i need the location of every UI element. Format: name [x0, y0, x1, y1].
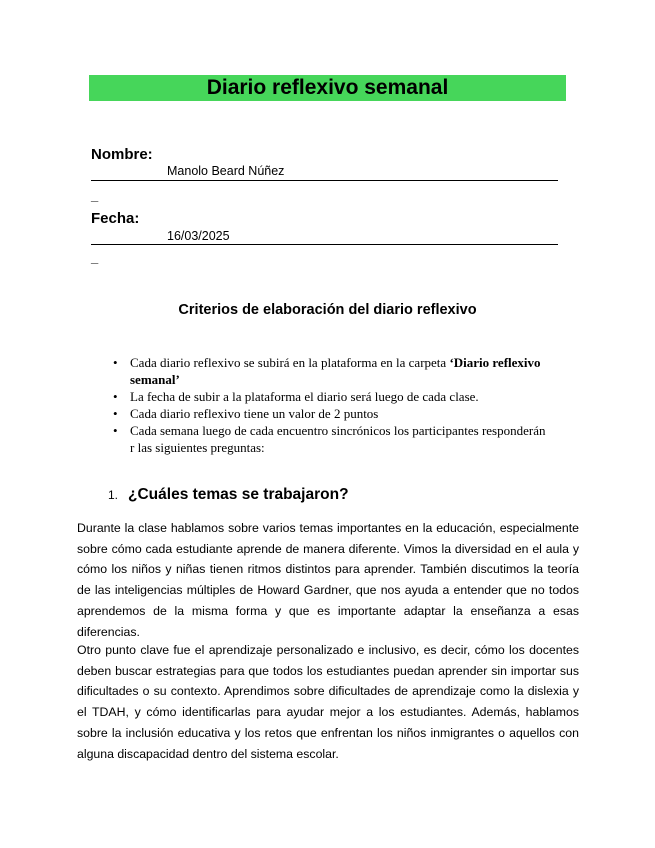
name-dash: _ [91, 188, 99, 203]
date-underline [91, 244, 558, 245]
answer-paragraph-1: Durante la clase hablamos sobre varios temas importantes en la educación, especialmente sobre cómo cada estudiante aprende de manera diferente. Vimos la diversidad en el aula y cómo los niños y niñas tienen ritmos distintos para aprender. También discutimos la teoría de las inteligencias múltiples de Howard Gardner, que nos ayuda a entender que no todos aprendemos de la misma forma y que es importante adaptar la enseñanza a esas diferencias. [77, 521, 579, 639]
criteria-item-bold: ‘Diario reflexivo semanal’ [130, 355, 541, 387]
name-label: Nombre: [91, 146, 153, 163]
date-dash: _ [91, 250, 99, 265]
page-title: Diario reflexivo semanal [89, 75, 566, 101]
criteria-item-text: Cada diario reflexivo se subirá en la plataforma en la carpeta [130, 355, 450, 370]
criteria-item-text: Cada semana luego de cada encuentro sincrónicos los participantes responderán r las siguientes preguntas: [130, 423, 546, 455]
criteria-list [113, 354, 553, 456]
question-text: ¿Cuáles temas se trabajaron? [128, 486, 349, 503]
criteria-heading: Criterios de elaboración del diario reflexivo [178, 302, 477, 318]
date-value: 16/03/2025 [167, 229, 230, 243]
list-item [113, 405, 553, 422]
answer-paragraph-2: Otro punto clave fue el aprendizaje personalizado e inclusivo, es decir, cómo los docentes deben buscar estrategias para que todos los estudiantes puedan aprender sin importar sus dificultades o su contexto. Aprendimos sobre dificultades de aprendizaje como la dislexia y el TDAH, y cómo identificarlas para ayudar mejor a los estudiantes. Además, hablamos sobre la inclusión educativa y los retos que enfrentan los niños inmigrantes o aquellos con alguna discapacidad dentro del sistema escolar. [77, 643, 579, 761]
bullet-icon: • [113, 406, 118, 421]
criteria-item-text: Cada diario reflexivo tiene un valor de 2 puntos [130, 406, 379, 421]
list-item [113, 422, 553, 456]
name-value: Manolo Beard Núñez [167, 164, 285, 178]
list-item [113, 354, 553, 388]
bullet-icon: • [113, 355, 118, 370]
list-item [113, 388, 553, 405]
bullet-icon: • [113, 389, 118, 404]
question-number: 1. [108, 488, 119, 502]
bullet-icon: • [113, 423, 118, 438]
name-underline [91, 180, 558, 181]
date-label: Fecha: [91, 210, 140, 227]
criteria-item-text: La fecha de subir a la plataforma el diario será luego de cada clase. [130, 389, 479, 404]
question-1-heading [108, 486, 349, 504]
